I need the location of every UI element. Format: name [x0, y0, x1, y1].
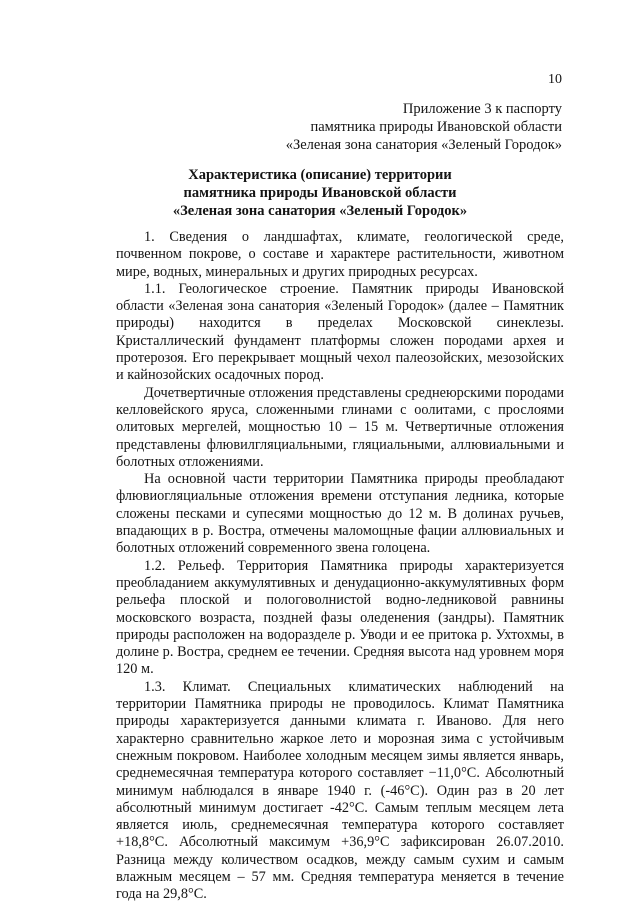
title-line: Характеристика (описание) территории [188, 167, 452, 183]
prequaternary-paragraph: Дочетвертичные отложения представлены среднеюрскими породами келловейского яруса, сложенными глинами с оолитами, с прослоями олитовых мергелей, мощностью 10 – 15 м. Четвертичные отложения представлены флювилгляциальными, гляциальными, аллювиальными и болотных отложениями. [116, 384, 565, 470]
document-title [110, 166, 530, 220]
climate-paragraph: 1.3. Климат. Специальных климатических наблюдений на территории Памятника природы не проводилось. Климат Памятника природы характеризуется данными климата г. Иваново. Для него характерно сравнительно жаркое лето и морозная зима с устойчивым снежным покровом. Наиболее холодным месяцем зимы является январь, среднемесячная температура которого составляет −11,0°С. Абсолютный минимум наблюдался в январе 1940 г. (-46°С). Один раз в 20 лет абсолютный минимум достигает -42°С. Самым теплым месяцем лета является июль, среднемесячная температура которого составляет +18,8°С. Абсолютный максимум +36,9°С зафиксирован 26.07.2010. Разница между количеством осадков, между самым сухим и самым влажным месяцем – 57 мм. Средняя температура меняется в течение года на 29,8°С. [116, 678, 564, 903]
geology-paragraph: 1.1. Геологическое строение. Памятник природы Ивановской области «Зеленая зона санатория «Зеленый Городок» (далее – Памятник природы) находится в пределах Московской синеклезы. Кристаллический фундамент платформы сложен породами архея и протерозоя. Его перекрывает мощный чехол палеозойских, мезозойских и кайнозойских осадочных пород. [116, 280, 564, 384]
document-body [116, 229, 564, 904]
relief-paragraph: 1.2. Рельеф. Территория Памятника природы характеризуется преобладанием аккумулятивных и денудационно-аккумулятивных форм рельефа плоской и пологоволнистой водно-ледниковой равнины московского возраста, поздней фазы оледенения (зандры). Памятник природы расположен на водоразделе р. Уводи и ее притока р. Ухтохмы, в долине р. Востра, среднем ее течении. Средняя высота над уровнем моря 120 м. [116, 557, 564, 678]
appendix-reference [286, 100, 562, 154]
fluvioglacial-paragraph: На основной части территории Памятника природы преобладают флювиогляциальные отложения времени отступания ледника, которые сложены песками и супесями мощностью до 12 м. В долинах ручьев, впадающих в р. Востра, отмечены маломощные фации аллювиальных и болотных отложений современного звена голоцена. [116, 471, 564, 557]
title-line: «Зеленая зона санатория «Зеленый Городок» [172, 203, 468, 219]
appendix-line: «Зеленая зона санатория «Зеленый Городок» [285, 137, 562, 153]
appendix-line: памятника природы Ивановской области [310, 119, 562, 135]
section-heading-paragraph: 1. Сведения о ландшафтах, климате, геологической среде, почвенном покрове, о составе и характере растительности, животном мире, водных, минеральных и других природных ресурсах. [116, 229, 564, 280]
appendix-line: Приложение 3 к паспорту [402, 101, 562, 117]
title-line: памятника природы Ивановской области [183, 185, 457, 201]
page-number: 10 [548, 72, 562, 87]
